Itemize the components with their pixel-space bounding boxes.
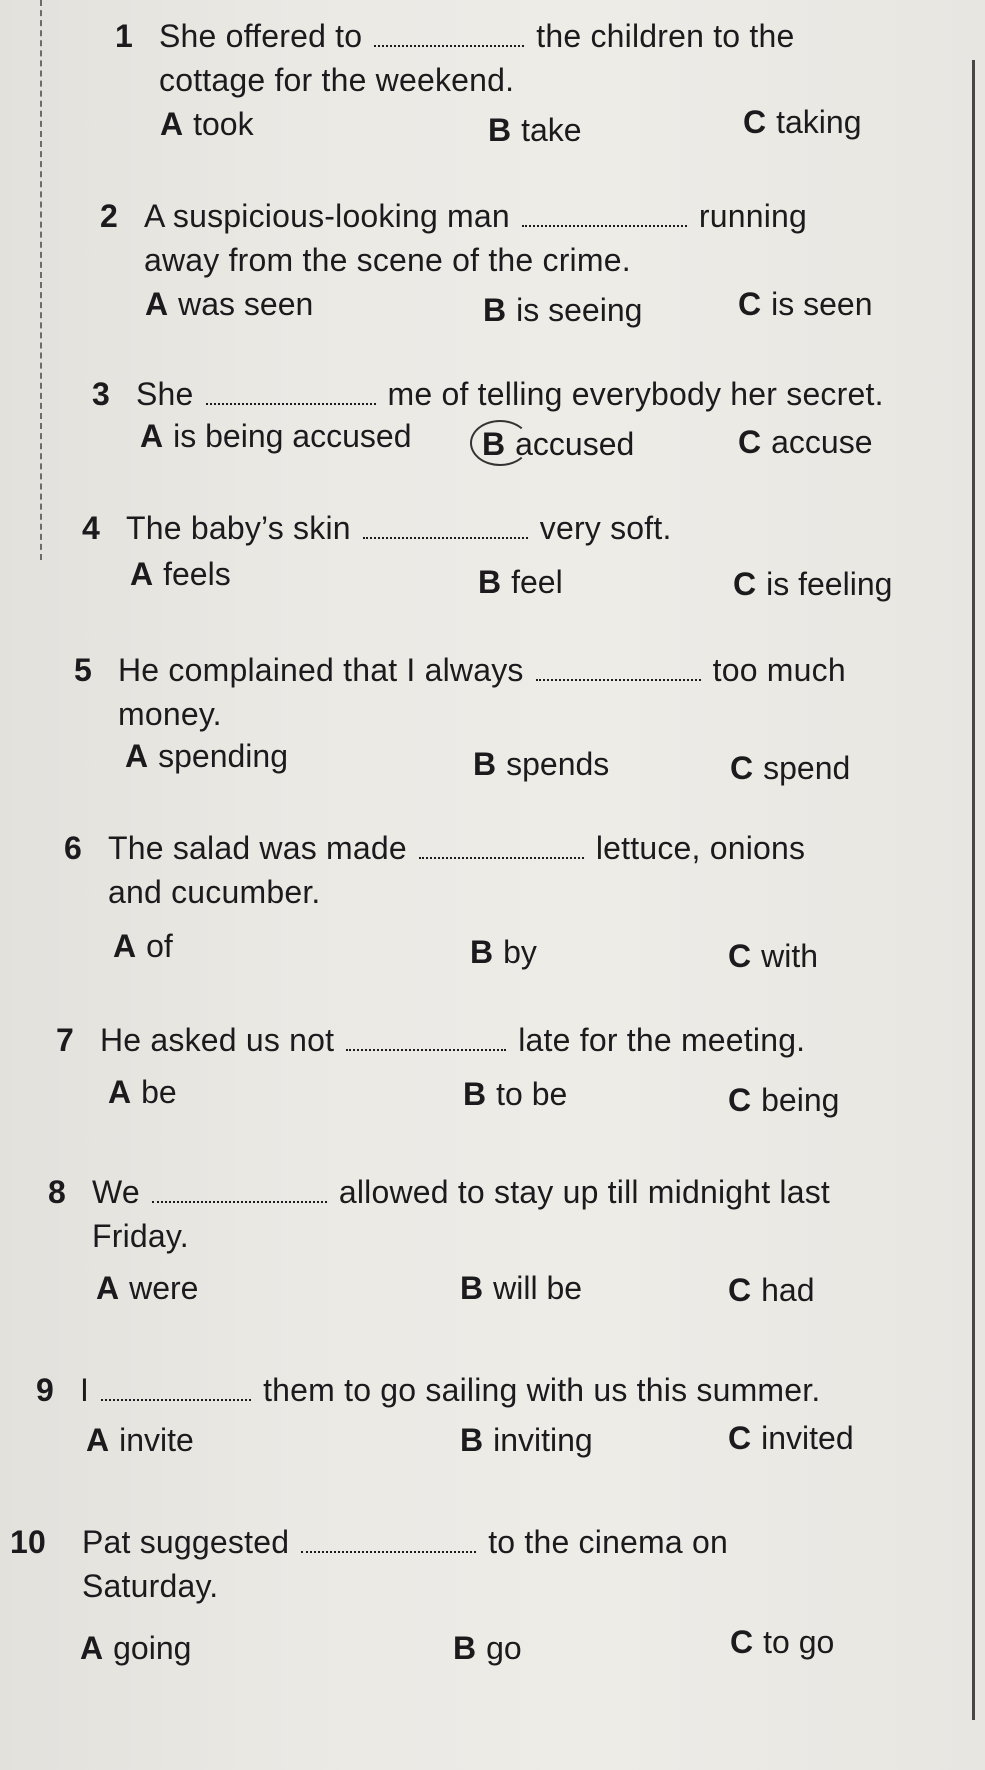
question-number: 10 — [10, 1524, 46, 1560]
option-text: will be — [493, 1270, 583, 1306]
option-text: is seeing — [516, 292, 643, 328]
answer-circle-mark — [470, 420, 530, 466]
option-text: inviting — [493, 1422, 593, 1458]
option-letter: B — [460, 1270, 484, 1306]
option-text: by — [503, 934, 537, 970]
option-9a[interactable] — [86, 1422, 194, 1459]
question-text-after: to the cinema on — [488, 1524, 728, 1560]
option-letter: A — [80, 1630, 104, 1666]
option-9b[interactable] — [460, 1422, 593, 1459]
question-text-before: We — [92, 1174, 140, 1210]
option-1c[interactable] — [743, 104, 862, 141]
question-10-line-1 — [10, 1520, 728, 1564]
option-letter: B — [478, 564, 502, 600]
option-letter: C — [730, 750, 754, 786]
option-text: with — [761, 938, 819, 974]
option-text: is being accused — [173, 418, 412, 454]
option-8a[interactable] — [96, 1270, 198, 1307]
question-10-line-2: Saturday. — [82, 1568, 219, 1604]
question-text-before: The baby’s skin — [126, 510, 351, 546]
option-7b[interactable] — [463, 1076, 567, 1113]
option-letter: C — [728, 1082, 752, 1118]
question-text-after: me of telling everybody her secret. — [387, 376, 884, 412]
question-text-after: very soft. — [539, 510, 672, 546]
option-letter: A — [125, 738, 149, 774]
question-text-before: The salad was made — [108, 830, 407, 866]
option-letter: B — [482, 426, 506, 462]
option-text: were — [129, 1270, 199, 1306]
option-5b[interactable] — [473, 746, 609, 783]
option-6a[interactable] — [113, 928, 173, 965]
perforation-line — [40, 0, 42, 560]
option-9c[interactable] — [728, 1420, 854, 1457]
question-text-before: She — [136, 376, 194, 412]
question-3-line-1 — [92, 372, 884, 416]
option-letter: A — [160, 106, 184, 142]
question-1 — [115, 14, 794, 102]
option-letter: A — [86, 1422, 110, 1458]
answer-blank[interactable] — [206, 381, 376, 405]
question-text-before: He complained that I always — [118, 652, 524, 688]
question-text-after: the children to the — [536, 18, 795, 54]
option-2c[interactable] — [738, 286, 873, 323]
answer-blank[interactable] — [101, 1377, 251, 1401]
question-number: 7 — [56, 1022, 74, 1058]
question-number: 5 — [74, 652, 92, 688]
option-letter: A — [140, 418, 164, 454]
option-6c[interactable] — [728, 938, 818, 975]
option-letter: C — [730, 1624, 754, 1660]
option-letter: B — [473, 746, 497, 782]
option-text: of — [146, 928, 173, 964]
question-text-after: late for the meeting. — [518, 1022, 806, 1058]
question-1-line-1 — [115, 14, 794, 58]
answer-blank[interactable] — [346, 1027, 506, 1051]
option-text: taking — [776, 104, 862, 140]
option-letter: B — [470, 934, 494, 970]
question-2 — [100, 194, 807, 282]
option-3a[interactable] — [140, 418, 411, 455]
question-text-before: She offered to — [159, 18, 363, 54]
option-letter: A — [145, 286, 169, 322]
option-5a[interactable] — [125, 738, 288, 775]
option-letter: C — [728, 938, 752, 974]
option-4b[interactable] — [478, 564, 563, 601]
option-text: feels — [163, 556, 231, 592]
question-text-before: Pat suggested — [82, 1524, 290, 1560]
question-8-line-1 — [48, 1170, 830, 1214]
option-7c[interactable] — [728, 1082, 839, 1119]
option-letter: C — [728, 1420, 752, 1456]
question-6-line-2: and cucumber. — [108, 874, 321, 910]
question-2-line-2: away from the scene of the crime. — [144, 242, 631, 278]
option-letter: C — [738, 286, 762, 322]
answer-blank[interactable] — [522, 203, 687, 227]
question-9 — [36, 1368, 820, 1412]
question-text-before: He asked us not — [100, 1022, 335, 1058]
question-5-line-2: money. — [118, 696, 222, 732]
question-6-line-1 — [64, 826, 805, 870]
option-3c[interactable] — [738, 424, 873, 461]
question-10 — [10, 1520, 728, 1608]
question-8-line-2: Friday. — [92, 1218, 189, 1254]
option-1a[interactable] — [160, 106, 254, 143]
option-text: accused — [515, 426, 635, 462]
option-text: invited — [761, 1420, 854, 1456]
option-8b[interactable] — [460, 1270, 582, 1307]
question-text-after: them to go sailing with us this summer. — [263, 1372, 821, 1408]
answer-blank[interactable] — [536, 657, 701, 681]
option-letter: A — [108, 1074, 132, 1110]
question-number: 8 — [48, 1174, 66, 1210]
question-number: 3 — [92, 376, 110, 412]
option-letter: B — [463, 1076, 487, 1112]
option-4a[interactable] — [130, 556, 231, 593]
question-5 — [74, 648, 846, 736]
option-text: was seen — [178, 286, 314, 322]
option-letter: B — [483, 292, 507, 328]
option-text: accuse — [771, 424, 873, 460]
option-letter: A — [130, 556, 154, 592]
option-letter: B — [460, 1422, 484, 1458]
question-7 — [56, 1018, 805, 1062]
option-text: being — [761, 1082, 840, 1118]
option-text: spends — [506, 746, 610, 782]
option-letter: A — [113, 928, 137, 964]
option-text: to be — [496, 1076, 568, 1112]
question-text-after: allowed to stay up till midnight last — [338, 1174, 831, 1210]
option-text: be — [141, 1074, 177, 1110]
option-4c[interactable] — [733, 566, 892, 603]
option-text: took — [193, 106, 254, 142]
option-5c[interactable] — [730, 750, 850, 787]
option-text: had — [761, 1272, 815, 1308]
option-6b[interactable] — [470, 934, 537, 971]
question-5-line-1 — [74, 648, 846, 692]
option-7a[interactable] — [108, 1074, 177, 1111]
option-1b[interactable] — [488, 112, 582, 149]
option-text: feel — [511, 564, 563, 600]
question-7-line-1 — [56, 1018, 805, 1062]
question-4-line-1 — [82, 506, 672, 550]
answer-blank[interactable] — [152, 1179, 327, 1203]
option-10a[interactable] — [80, 1630, 191, 1667]
question-text-after: lettuce, onions — [595, 830, 806, 866]
question-number: 4 — [82, 510, 100, 546]
option-letter: C — [743, 104, 767, 140]
answer-blank[interactable] — [419, 835, 584, 859]
answer-blank[interactable] — [363, 515, 528, 539]
question-text-after: running — [698, 198, 808, 234]
question-1-line-2: cottage for the weekend. — [159, 62, 515, 98]
option-text: is feeling — [766, 566, 893, 602]
option-8c[interactable] — [728, 1272, 815, 1309]
question-number: 1 — [115, 18, 133, 54]
option-text: spend — [763, 750, 851, 786]
option-text: spending — [158, 738, 288, 774]
option-letter: B — [488, 112, 512, 148]
question-3 — [92, 372, 884, 416]
option-text: to go — [763, 1624, 835, 1660]
question-6 — [64, 826, 805, 914]
question-text-before: A suspicious-looking man — [144, 198, 510, 234]
question-2-line-1 — [100, 194, 807, 238]
option-letter: A — [96, 1270, 120, 1306]
question-number: 2 — [100, 198, 118, 234]
option-letter: B — [453, 1630, 477, 1666]
answer-blank[interactable] — [301, 1529, 476, 1553]
question-4 — [82, 506, 672, 550]
option-letter: C — [733, 566, 757, 602]
question-8 — [48, 1170, 830, 1258]
question-text-after: too much — [712, 652, 846, 688]
option-10b[interactable] — [453, 1630, 522, 1667]
option-text: take — [521, 112, 582, 148]
option-2a[interactable] — [145, 286, 313, 323]
option-letter: C — [728, 1272, 752, 1308]
option-text: going — [113, 1630, 192, 1666]
option-text: is seen — [771, 286, 873, 322]
question-text-before: I — [80, 1372, 90, 1408]
option-2b[interactable] — [483, 292, 642, 329]
option-text: go — [486, 1630, 522, 1666]
question-9-line-1 — [36, 1368, 820, 1412]
page-edge-line — [972, 60, 975, 1720]
option-text: invite — [119, 1422, 194, 1458]
option-10c[interactable] — [730, 1624, 834, 1661]
answer-blank[interactable] — [374, 23, 524, 47]
question-number: 9 — [36, 1372, 54, 1408]
question-number: 6 — [64, 830, 82, 866]
option-letter: C — [738, 424, 762, 460]
